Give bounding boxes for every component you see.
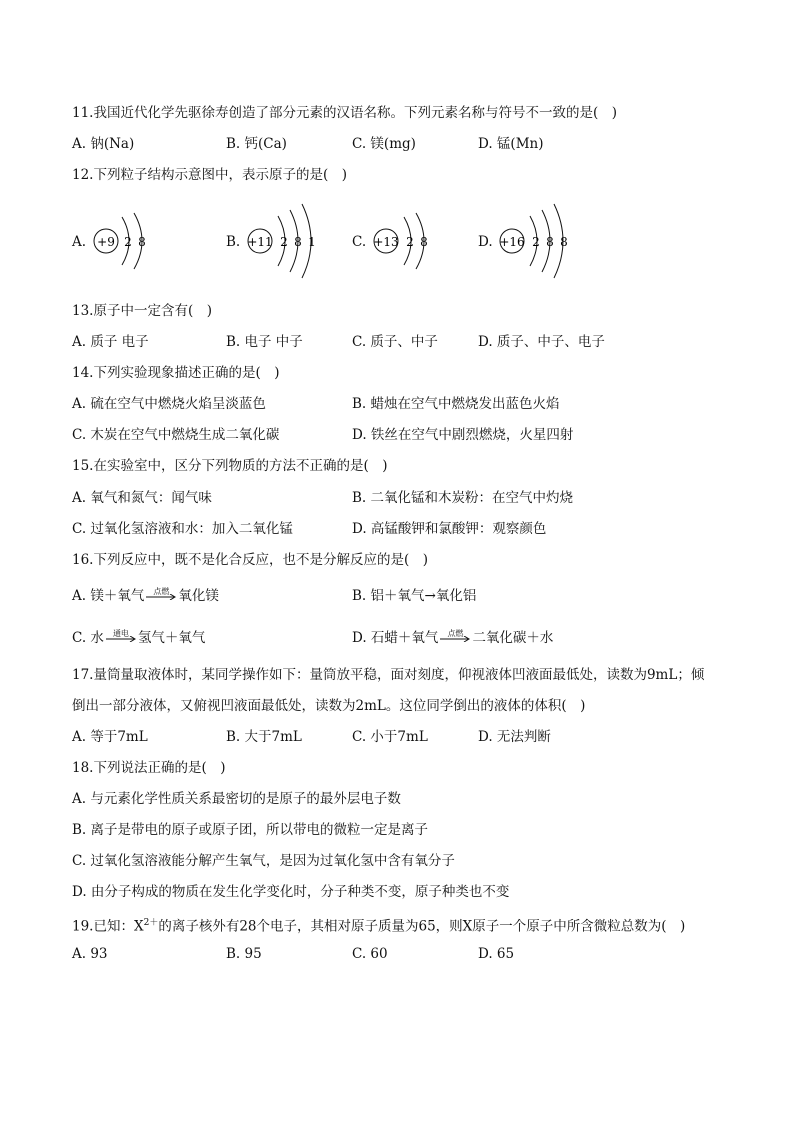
q12-label-a: A. [72,234,87,250]
q13-option-b: B. 电子 中子 [226,334,303,350]
atom-diagram-a [92,205,162,277]
question-17-stem-line-2: 倒出一部分液体，又俯视凹液面最低处，读数为2mL。这位同学倒出的液体的体积( ) [72,698,586,714]
atom-a-shell-1: 2 [124,235,132,249]
atom-b-shell-2: 8 [294,235,302,249]
question-19-stem [72,914,685,936]
reaction-arrow [440,628,470,645]
atom-d-shell-3: 8 [560,235,568,249]
q17-option-d: D. 无法判断 [478,729,551,745]
q16-c-reactant: C. 水 [72,630,104,646]
question-16-stem: 16.下列反应中，既不是化合反应，也不是分解反应的是( ) [72,552,429,568]
q19-stem-pre: 19.已知：X [72,918,144,935]
q13-option-a: A. 质子 电子 [72,334,149,350]
q18-option-a: A. 与元素化学性质关系最密切的是原子的最外层电子数 [72,791,401,807]
atom-a-nucleus: +9 [97,235,115,249]
q16-c-products: 氢气＋氧气 [137,630,206,646]
question-15-stem: 15.在实验室中，区分下列物质的方法不正确的是( ) [72,458,388,474]
q13-option-c: C. 质子、中子 [352,334,438,350]
reaction-arrow [146,586,176,603]
q11-option-b: B. 钙(Ca) [226,136,287,152]
q11-option-d: D. 锰(Mn) [478,136,544,152]
q18-option-b: B. 离子是带电的原子或原子团，所以带电的微粒一定是离子 [72,822,429,838]
q19-option-a: A. 93 [72,946,108,962]
q16-a-product: 氧化镁 [178,588,219,604]
q19-stem-post: 的离子核外有28个电子，其相对原子质量为65，则X原子一个原子中所含微粒总数为( ) [158,918,686,935]
atom-d-nucleus: +16 [499,235,525,249]
q16-option-d [352,629,553,647]
q15-option-d: D. 高锰酸钾和氯酸钾：观察颜色 [352,521,547,537]
q16-option-c [72,629,205,647]
question-14-stem: 14.下列实验现象描述正确的是( ) [72,365,280,381]
q11-option-c: C. 镁(mg) [352,136,416,152]
q16-d-condition: 点燃 [447,628,464,638]
q17-option-b: B. 大于7mL [226,729,302,745]
q15-option-b: B. 二氧化锰和木炭粉：在空气中灼烧 [352,490,574,506]
q12-label-c: C. [352,234,367,250]
q14-option-a: A. 硫在空气中燃烧火焰呈淡蓝色 [72,396,266,412]
atom-diagram-d [496,200,580,282]
q16-a-condition: 点燃 [153,586,170,596]
q14-option-b: B. 蜡烛在空气中燃烧发出蓝色火焰 [352,396,560,412]
q16-a-reactants: A. 镁＋氧气 [72,588,145,604]
question-11-stem: 11.我国近代化学先驱徐寿创造了部分元素的汉语名称。下列元素名称与符号不一致的是( ) [72,105,618,121]
atom-b-shell-3: 1 [308,235,316,249]
q15-option-a: A. 氧气和氮气：闻气味 [72,490,212,506]
atom-c-shell-1: 2 [406,235,414,249]
q17-option-c: C. 小于7mL [352,729,428,745]
q14-option-c: C. 木炭在空气中燃烧生成二氧化碳 [72,427,280,443]
q19-option-c: C. 60 [352,946,388,962]
q18-option-d: D. 由分子构成的物质在发生化学变化时，分子种类不变，原子种类也不变 [72,884,510,900]
q16-option-b: B. 铝＋氧气→氧化铝 [352,588,477,604]
q16-d-reactants: D. 石蜡＋氧气 [352,630,439,646]
atom-c-shell-2: 8 [420,235,428,249]
q12-label-d: D. [478,234,493,250]
q16-c-condition: 通电 [112,628,129,638]
question-17-stem-line-1: 17.量筒量取液体时，某同学操作如下：量筒放平稳，面对刻度，仰视液体凹液面最低处，读数为9mL；倾 [72,667,705,683]
question-12-stem: 12.下列粒子结构示意图中，表示原子的是( ) [72,167,348,183]
q18-option-c: C. 过氧化氢溶液能分解产生氧气，是因为过氧化氢中含有氧分子 [72,853,455,869]
q13-option-d: D. 质子、中子、电子 [478,334,605,350]
atom-d-shell-2: 8 [546,235,554,249]
q11-option-a: A. 钠(Na) [72,136,135,152]
atom-b-shell-1: 2 [280,235,288,249]
q19-option-d: D. 65 [478,946,515,962]
atom-diagram-b [244,200,324,282]
atom-diagram-c [370,205,440,277]
reaction-arrow [106,628,136,645]
q12-label-b: B. [226,234,241,250]
q16-option-a [72,587,219,605]
atom-d-shell-1: 2 [532,235,540,249]
question-13-stem: 13.原子中一定含有( ) [72,303,213,319]
q14-option-d: D. 铁丝在空气中剧烈燃烧，火星四射 [352,427,574,443]
question-18-stem: 18.下列说法正确的是( ) [72,760,226,776]
q15-option-c: C. 过氧化氢溶液和水：加入二氧化锰 [72,521,293,537]
q16-d-products: 二氧化碳＋水 [472,630,554,646]
q17-option-a: A. 等于7mL [72,729,148,745]
q19-option-b: B. 95 [226,946,262,962]
q19-charge: 2＋ [143,918,159,928]
atom-a-shell-2: 8 [138,235,146,249]
atom-c-nucleus: +13 [373,235,399,249]
atom-b-nucleus: +11 [247,235,273,249]
